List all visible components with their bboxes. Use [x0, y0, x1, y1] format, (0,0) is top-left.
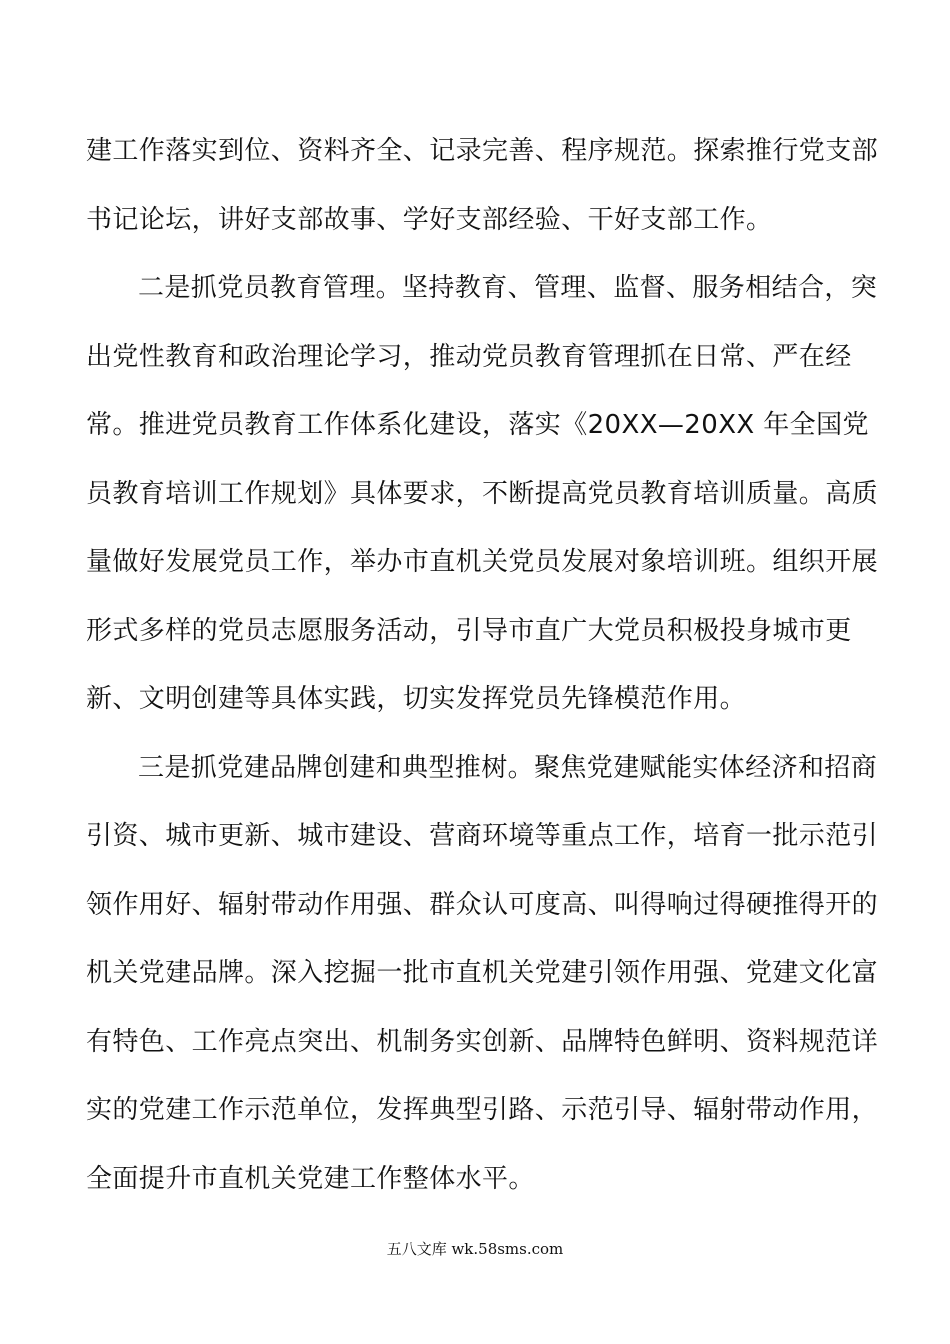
- text-line: 实的党建工作示范单位，发挥典型引路、示范引导、辐射带动作用，: [86, 1095, 879, 1125]
- text-line: 常。推进党员教育工作体系化建设，落实《20XX—20XX 年全国党: [86, 410, 869, 440]
- text-line: 书记论坛，讲好支部故事、学好支部经验、干好支部工作。: [86, 204, 773, 235]
- text-line: 量做好发展党员工作，举办市直机关党员发展对象培训班。组织开展: [86, 547, 879, 577]
- text-line: 领作用好、辐射带动作用强、群众认可度高、叫得响过得硬推得开的: [86, 889, 879, 920]
- text-line: 形式多样的党员志愿服务活动，引导市直广大党员积极投身城市更: [86, 615, 852, 646]
- text-line: 机关党建品牌。深入挖掘一批市直机关党建引领作用强、党建文化富: [86, 958, 879, 988]
- page-footer-watermark: 五八文库 wk.58sms.com: [386, 1240, 564, 1258]
- text-line: 引资、城市更新、城市建设、营商环境等重点工作，培育一批示范引: [86, 821, 879, 851]
- text-line: 员教育培训工作规划》具体要求，不断提高党员教育培训质量。高质: [86, 478, 879, 509]
- text-line: 有特色、工作亮点突出、机制务实创新、品牌特色鲜明、资料规范详: [86, 1026, 879, 1057]
- text-line: 全面提升市直机关党建工作整体水平。: [86, 1163, 535, 1194]
- text-line: 新、文明创建等具体实践，切实发挥党员先锋模范作用。: [86, 684, 747, 714]
- text-line: 出党性教育和政治理论学习，推动党员教育管理抓在日常、严在经: [86, 341, 852, 372]
- paragraph-start-line: 三是抓党建品牌创建和典型推树。聚焦党建赋能实体经济和招商: [138, 752, 878, 783]
- document-body: [86, 117, 879, 1213]
- text-line: 建工作落实到位、资料齐全、记录完善、程序规范。探索推行党支部: [86, 136, 879, 166]
- paragraph-start-line: 二是抓党员教育管理。坚持教育、管理、监督、服务相结合，突: [138, 273, 878, 303]
